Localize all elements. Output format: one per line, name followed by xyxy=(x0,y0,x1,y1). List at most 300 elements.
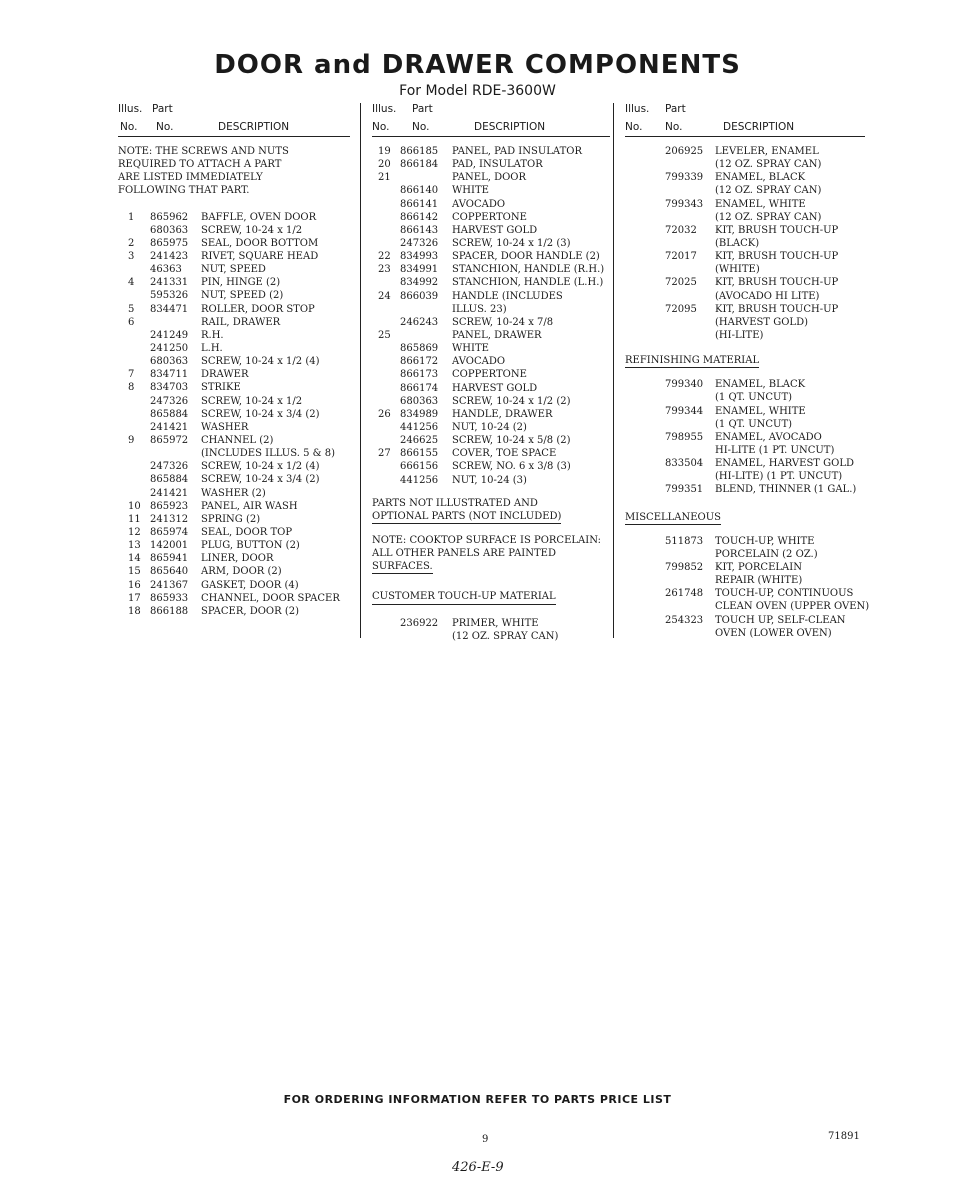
part-description: NUT, SPEED (2) xyxy=(201,290,284,302)
part-number: 866174 xyxy=(400,382,439,394)
part-description: KIT, BRUSH TOUCH-UP xyxy=(715,224,839,236)
part-row xyxy=(372,263,610,276)
part-number: 834992 xyxy=(400,277,439,289)
part-number: 246243 xyxy=(400,316,439,328)
part-row xyxy=(118,421,350,434)
part-description: ARM, DOOR (2) xyxy=(201,566,282,578)
part-row xyxy=(372,474,610,487)
part-row xyxy=(118,579,350,592)
part-description: (HI-LITE) (1 PT. UNCUT) xyxy=(715,471,843,483)
part-row xyxy=(625,627,865,640)
part-number: 72032 xyxy=(665,224,697,236)
part-description: GASKET, DOOR (4) xyxy=(201,579,299,591)
parts-column-2 xyxy=(372,103,610,643)
part-description: STANCHION, HANDLE (L.H.) xyxy=(452,277,604,289)
part-number: 511873 xyxy=(665,535,704,547)
part-row xyxy=(372,395,610,408)
touchup-heading: CUSTOMER TOUCH-UP MATERIAL xyxy=(372,590,556,604)
part-description: (INCLUDES ILLUS. 5 & 8) xyxy=(201,448,335,460)
illus-number: 24 xyxy=(378,290,391,302)
part-number: 241423 xyxy=(150,251,189,263)
part-description: HARVEST GOLD xyxy=(452,382,538,394)
illus-number: 8 xyxy=(128,382,135,394)
part-number: 72095 xyxy=(665,303,697,315)
part-number: 142001 xyxy=(150,540,189,552)
part-description: ENAMEL, BLACK xyxy=(715,172,806,184)
part-description: COVER, TOE SPACE xyxy=(452,448,557,460)
part-description: (12 OZ. SPRAY CAN) xyxy=(715,185,822,197)
part-row xyxy=(625,535,865,548)
parts-column-3 xyxy=(625,103,870,640)
illus-number: 19 xyxy=(378,146,391,157)
part-row xyxy=(118,355,350,368)
illus-number: 12 xyxy=(128,527,141,538)
part-description: PANEL, DOOR xyxy=(452,172,527,184)
illus-no-header: No. xyxy=(372,121,390,133)
part-number: 866143 xyxy=(400,224,439,236)
part-description: WHITE xyxy=(452,343,489,355)
part-number: 206925 xyxy=(665,146,704,157)
part-number: 866184 xyxy=(400,159,439,171)
part-number: 833504 xyxy=(665,458,704,470)
part-description: HANDLE (INCLUDES xyxy=(452,290,563,302)
part-number: 799340 xyxy=(665,379,704,391)
part-row xyxy=(372,276,610,289)
part-row xyxy=(118,303,350,316)
part-description: R.H. xyxy=(201,329,224,341)
part-number: 865869 xyxy=(400,343,439,355)
part-row xyxy=(118,224,350,237)
part-number: 865923 xyxy=(150,500,189,512)
part-row xyxy=(372,408,610,421)
part-row xyxy=(118,276,350,289)
part-row xyxy=(118,487,350,500)
part-number: 866039 xyxy=(400,290,439,302)
part-number: 866172 xyxy=(400,356,439,368)
part-row xyxy=(625,158,865,171)
illus-number: 7 xyxy=(128,369,135,381)
part-number: 254323 xyxy=(665,614,704,626)
part-description: PIN, HINGE (2) xyxy=(201,277,281,289)
illus-no-header: No. xyxy=(625,121,643,133)
part-description: SCREW, 10-24 x 1/2 xyxy=(201,224,303,236)
note-line: NOTE: THE SCREWS AND NUTS xyxy=(118,146,289,157)
part-description: PRIMER, WHITE xyxy=(452,617,539,629)
illus-number: 17 xyxy=(128,592,141,604)
part-row xyxy=(118,211,350,224)
part-description: CHANNEL (2) xyxy=(201,435,274,447)
part-description: HI-LITE (1 PT. UNCUT) xyxy=(715,444,835,456)
part-description: PLUG, BUTTON (2) xyxy=(201,540,300,552)
part-row xyxy=(625,391,865,404)
not-illustrated-line: OPTIONAL PARTS (NOT INCLUDED) xyxy=(372,510,561,524)
illus-number: 4 xyxy=(128,277,135,289)
ordering-info-footer: FOR ORDERING INFORMATION REFER TO PARTS PRICE LIST xyxy=(283,1093,672,1106)
part-description: STRIKE xyxy=(201,382,241,394)
part-row xyxy=(625,263,865,276)
part-row xyxy=(118,250,350,263)
part-number: 865640 xyxy=(150,566,189,578)
illus-number: 27 xyxy=(378,448,391,460)
illus-number: 22 xyxy=(378,251,391,263)
document-code: 71891 xyxy=(828,1131,860,1142)
part-description: ENAMEL, HARVEST GOLD xyxy=(715,458,854,470)
part-description: AVOCADO xyxy=(452,356,506,368)
part-row xyxy=(118,539,350,552)
part-description: (1 QT. UNCUT) xyxy=(715,418,793,430)
part-row xyxy=(118,368,350,381)
part-no-header: No. xyxy=(412,121,430,133)
part-row xyxy=(372,184,610,197)
part-number: 865962 xyxy=(150,211,189,223)
part-number: 247326 xyxy=(150,395,189,407)
part-description: KIT, PORCELAIN xyxy=(715,561,802,573)
part-description: BAFFLE, OVEN DOOR xyxy=(201,211,317,223)
part-description: (HARVEST GOLD) xyxy=(715,316,808,328)
part-row xyxy=(118,592,350,605)
part-row xyxy=(625,431,865,444)
illus-no-header: No. xyxy=(120,121,138,133)
part-number: 241367 xyxy=(150,579,189,591)
part-number: 680363 xyxy=(150,356,189,368)
illus-number: 1 xyxy=(128,211,135,223)
part-description: (12 OZ. SPRAY CAN) xyxy=(715,159,822,171)
part-number: 798955 xyxy=(665,431,704,443)
part-row xyxy=(118,526,350,539)
part-row xyxy=(625,418,865,431)
part-number: 865975 xyxy=(150,237,189,249)
part-row xyxy=(118,473,350,486)
part-description: SCREW, 10-24 x 1/2 (4) xyxy=(201,461,320,473)
illus-number: 13 xyxy=(128,540,141,552)
part-number: 834993 xyxy=(400,251,439,263)
illus-number: 20 xyxy=(378,159,391,171)
misc-list xyxy=(625,535,870,640)
part-row xyxy=(625,211,865,224)
part-row xyxy=(372,434,610,447)
part-description: TOUCH-UP, WHITE xyxy=(715,535,815,547)
part-row xyxy=(372,316,610,329)
part-row xyxy=(118,237,350,250)
part-description: TOUCH-UP, CONTINUOUS xyxy=(715,588,854,600)
part-description: ROLLER, DOOR STOP xyxy=(201,303,315,315)
part-no-header: No. xyxy=(665,121,683,133)
part-number: 241250 xyxy=(150,343,189,355)
part-row xyxy=(372,421,610,434)
part-description: (12 OZ. SPRAY CAN) xyxy=(715,211,822,223)
part-description: ILLUS. 23) xyxy=(452,303,507,315)
part-number: 866173 xyxy=(400,369,439,381)
part-description: SCREW, 10-24 x 1/2 xyxy=(201,395,303,407)
part-description: LEVELER, ENAMEL xyxy=(715,146,819,157)
part-number: 241421 xyxy=(150,421,189,433)
illus-number: 11 xyxy=(128,513,141,525)
cooktop-note xyxy=(372,534,610,574)
part-row xyxy=(372,460,610,473)
part-row xyxy=(372,368,610,381)
part-row xyxy=(372,211,610,224)
part-description: PAD, INSULATOR xyxy=(452,159,543,171)
part-description: DRAWER xyxy=(201,369,249,381)
note-line: ARE LISTED IMMEDIATELY xyxy=(118,172,263,184)
part-number: 241421 xyxy=(150,487,189,499)
part-number: 441256 xyxy=(400,474,439,486)
illus-number: 5 xyxy=(128,303,135,315)
part-row xyxy=(372,224,610,237)
part-row xyxy=(118,565,350,578)
column-header xyxy=(372,103,610,137)
illus-number: 23 xyxy=(378,264,391,276)
part-description: SCREW, 10-24 x 3/4 (2) xyxy=(201,474,320,486)
part-number: 799852 xyxy=(665,561,704,573)
part-number: 865974 xyxy=(150,527,189,538)
part-header-top: Part xyxy=(152,103,173,115)
part-description: SCREW, 10-24 x 5/8 (2) xyxy=(452,435,571,447)
part-row xyxy=(372,198,610,211)
note-line: REQUIRED TO ATTACH A PART xyxy=(118,159,282,171)
part-description: REPAIR (WHITE) xyxy=(715,575,803,587)
part-description: KIT, BRUSH TOUCH-UP xyxy=(715,277,839,289)
illus-number: 6 xyxy=(128,316,135,328)
column-header xyxy=(625,103,865,137)
part-row xyxy=(625,483,865,496)
part-row xyxy=(625,614,865,627)
part-row xyxy=(372,171,610,184)
refinishing-heading: REFINISHING MATERIAL xyxy=(625,354,759,368)
part-row xyxy=(625,171,865,184)
part-row xyxy=(118,289,350,302)
part-description: STANCHION, HANDLE (R.H.) xyxy=(452,264,605,276)
part-description: BLEND, THINNER (1 GAL.) xyxy=(715,484,857,496)
part-description: ENAMEL, AVOCADO xyxy=(715,431,822,443)
part-no-header: No. xyxy=(156,121,174,133)
not-illustrated-heading xyxy=(372,497,610,524)
column-header xyxy=(118,103,350,137)
part-description: (WHITE) xyxy=(715,264,760,276)
part-row xyxy=(118,329,350,342)
part-number: 799344 xyxy=(665,405,704,417)
part-row xyxy=(372,382,610,395)
part-row xyxy=(118,434,350,447)
page-number: 9 xyxy=(482,1134,489,1145)
illus-header-top: Illus. xyxy=(118,103,143,115)
part-description: ENAMEL, WHITE xyxy=(715,198,806,210)
part-header-top: Part xyxy=(412,103,433,115)
cooktop-note-line: NOTE: COOKTOP SURFACE IS PORCELAIN: xyxy=(372,534,601,546)
illus-header-top: Illus. xyxy=(372,103,397,115)
part-number: 866141 xyxy=(400,198,439,210)
part-row xyxy=(625,329,865,342)
part-number: 866185 xyxy=(400,146,439,157)
description-header: DESCRIPTION xyxy=(218,121,290,133)
part-row xyxy=(118,513,350,526)
part-description: (1 QT. UNCUT) xyxy=(715,392,793,404)
part-description: PANEL, AIR WASH xyxy=(201,500,298,512)
part-description: SEAL, DOOR TOP xyxy=(201,527,293,538)
part-number: 834989 xyxy=(400,408,439,420)
part-description: NUT, 10-24 (3) xyxy=(452,474,527,486)
part-number: 595326 xyxy=(150,290,189,302)
parts-list xyxy=(372,145,610,487)
part-row xyxy=(625,457,865,470)
page-title: DOOR and DRAWER COMPONENTS xyxy=(214,50,741,80)
illus-number: 15 xyxy=(128,566,141,578)
part-row xyxy=(625,574,865,587)
description-header: DESCRIPTION xyxy=(723,121,795,133)
part-row xyxy=(118,381,350,394)
part-row xyxy=(625,250,865,263)
part-description: SPRING (2) xyxy=(201,513,261,525)
part-description: PANEL, DRAWER xyxy=(452,329,542,341)
part-description: SPACER, DOOR HANDLE (2) xyxy=(452,251,600,263)
parts-list xyxy=(118,211,350,618)
part-row xyxy=(372,158,610,171)
description-header: DESCRIPTION xyxy=(474,121,546,133)
part-description: HARVEST GOLD xyxy=(452,224,538,236)
part-row xyxy=(625,184,865,197)
handwritten-note: 426-E-9 xyxy=(452,1160,504,1175)
part-description: PANEL, PAD INSULATOR xyxy=(452,146,582,157)
part-number: 866142 xyxy=(400,211,439,223)
refinishing-list xyxy=(625,378,865,496)
part-row xyxy=(625,224,865,237)
part-number: 834991 xyxy=(400,264,439,276)
part-number: 866188 xyxy=(150,605,189,617)
part-description: CHANNEL, DOOR SPACER xyxy=(201,592,340,604)
part-row xyxy=(625,600,870,613)
part-row xyxy=(625,561,865,574)
part-number: 834711 xyxy=(150,369,189,381)
illus-number: 2 xyxy=(128,237,135,249)
part-number: 247326 xyxy=(400,237,439,249)
illus-header-top: Illus. xyxy=(625,103,650,115)
part-row xyxy=(625,198,865,211)
part-description: WASHER xyxy=(201,421,249,433)
note-line: FOLLOWING THAT PART. xyxy=(118,185,250,197)
part-description: (12 OZ. SPRAY CAN) xyxy=(452,630,559,642)
part-row xyxy=(625,444,865,457)
part-row xyxy=(625,470,865,483)
part-number: 834471 xyxy=(150,303,189,315)
part-description: RAIL, DRAWER xyxy=(201,316,281,328)
part-row xyxy=(372,617,610,630)
parts-column-1 xyxy=(118,103,350,618)
part-number: 241249 xyxy=(150,329,189,341)
part-row xyxy=(118,447,350,460)
part-description: (BLACK) xyxy=(715,237,760,249)
part-row xyxy=(118,552,350,565)
part-row xyxy=(625,237,865,250)
part-number: 799351 xyxy=(665,484,704,496)
part-description: SEAL, DOOR BOTTOM xyxy=(201,237,319,249)
part-description: TOUCH UP, SELF-CLEAN xyxy=(715,614,846,626)
part-row xyxy=(625,276,865,289)
illus-number: 10 xyxy=(128,500,141,512)
part-description: RIVET, SQUARE HEAD xyxy=(201,251,319,263)
part-description: CLEAN OVEN (UPPER OVEN) xyxy=(715,601,870,613)
part-row xyxy=(118,342,350,355)
illus-number: 3 xyxy=(128,251,135,263)
part-row xyxy=(118,316,350,329)
part-number: 241312 xyxy=(150,513,189,525)
illus-number: 14 xyxy=(128,553,141,565)
part-description: COPPERTONE xyxy=(452,211,527,223)
part-number: 866155 xyxy=(400,448,439,460)
cooktop-note-line: ALL OTHER PANELS ARE PAINTED xyxy=(372,548,556,560)
part-number: 680363 xyxy=(400,395,439,407)
part-row xyxy=(118,395,350,408)
part-description: (HI-LITE) xyxy=(715,329,764,341)
part-number: 865884 xyxy=(150,474,189,486)
part-number: 72017 xyxy=(665,251,697,263)
part-description: SPACER, DOOR (2) xyxy=(201,605,300,617)
part-number: 246625 xyxy=(400,435,439,447)
not-illustrated-line: PARTS NOT ILLUSTRATED AND xyxy=(372,497,538,509)
part-description: HANDLE, DRAWER xyxy=(452,408,553,420)
part-row xyxy=(372,342,610,355)
page-subtitle: For Model RDE-3600W xyxy=(399,83,556,99)
part-description: NUT, 10-24 (2) xyxy=(452,421,527,433)
part-description: COPPERTONE xyxy=(452,369,527,381)
cooktop-note-line: SURFACES. xyxy=(372,560,433,574)
part-row xyxy=(625,378,865,391)
illus-number: 21 xyxy=(378,172,391,184)
part-number: 666156 xyxy=(400,461,439,473)
part-number: 46363 xyxy=(150,264,182,276)
part-description: SCREW, 10-24 x 1/2 (4) xyxy=(201,356,320,368)
part-row xyxy=(372,447,610,460)
part-number: 865972 xyxy=(150,435,189,447)
part-row xyxy=(625,316,865,329)
touchup-kit-list xyxy=(625,145,865,342)
part-number: 241331 xyxy=(150,277,189,289)
part-number: 72025 xyxy=(665,277,697,289)
part-row xyxy=(625,405,865,418)
part-number: 680363 xyxy=(150,224,189,236)
part-row xyxy=(372,145,610,158)
part-description: SCREW, 10-24 x 7/8 xyxy=(452,316,554,328)
part-row xyxy=(625,587,865,600)
part-description: (AVOCADO HI LITE) xyxy=(715,290,820,302)
part-description: OVEN (LOWER OVEN) xyxy=(715,627,832,639)
part-row xyxy=(118,408,350,421)
part-row xyxy=(625,290,865,303)
part-row xyxy=(372,329,610,342)
part-number: 799339 xyxy=(665,172,704,184)
part-row xyxy=(372,237,610,250)
part-number: 865884 xyxy=(150,408,189,420)
part-description: PORCELAIN (2 OZ.) xyxy=(715,548,818,560)
illus-number: 9 xyxy=(128,435,135,447)
part-row xyxy=(118,605,350,618)
part-row xyxy=(372,630,610,643)
part-header-top: Part xyxy=(665,103,686,115)
part-row xyxy=(118,263,350,276)
part-row xyxy=(625,145,865,158)
part-number: 247326 xyxy=(150,461,189,473)
part-description: SCREW, 10-24 x 3/4 (2) xyxy=(201,408,320,420)
part-row xyxy=(625,303,865,316)
part-row xyxy=(372,290,610,303)
column-divider-right xyxy=(613,103,614,638)
part-description: WHITE xyxy=(452,185,489,197)
part-row xyxy=(118,460,350,473)
part-description: ENAMEL, WHITE xyxy=(715,405,806,417)
illus-number: 26 xyxy=(378,408,391,420)
part-description: KIT, BRUSH TOUCH-UP xyxy=(715,303,839,315)
part-number: 834703 xyxy=(150,382,189,394)
part-row xyxy=(372,250,610,263)
